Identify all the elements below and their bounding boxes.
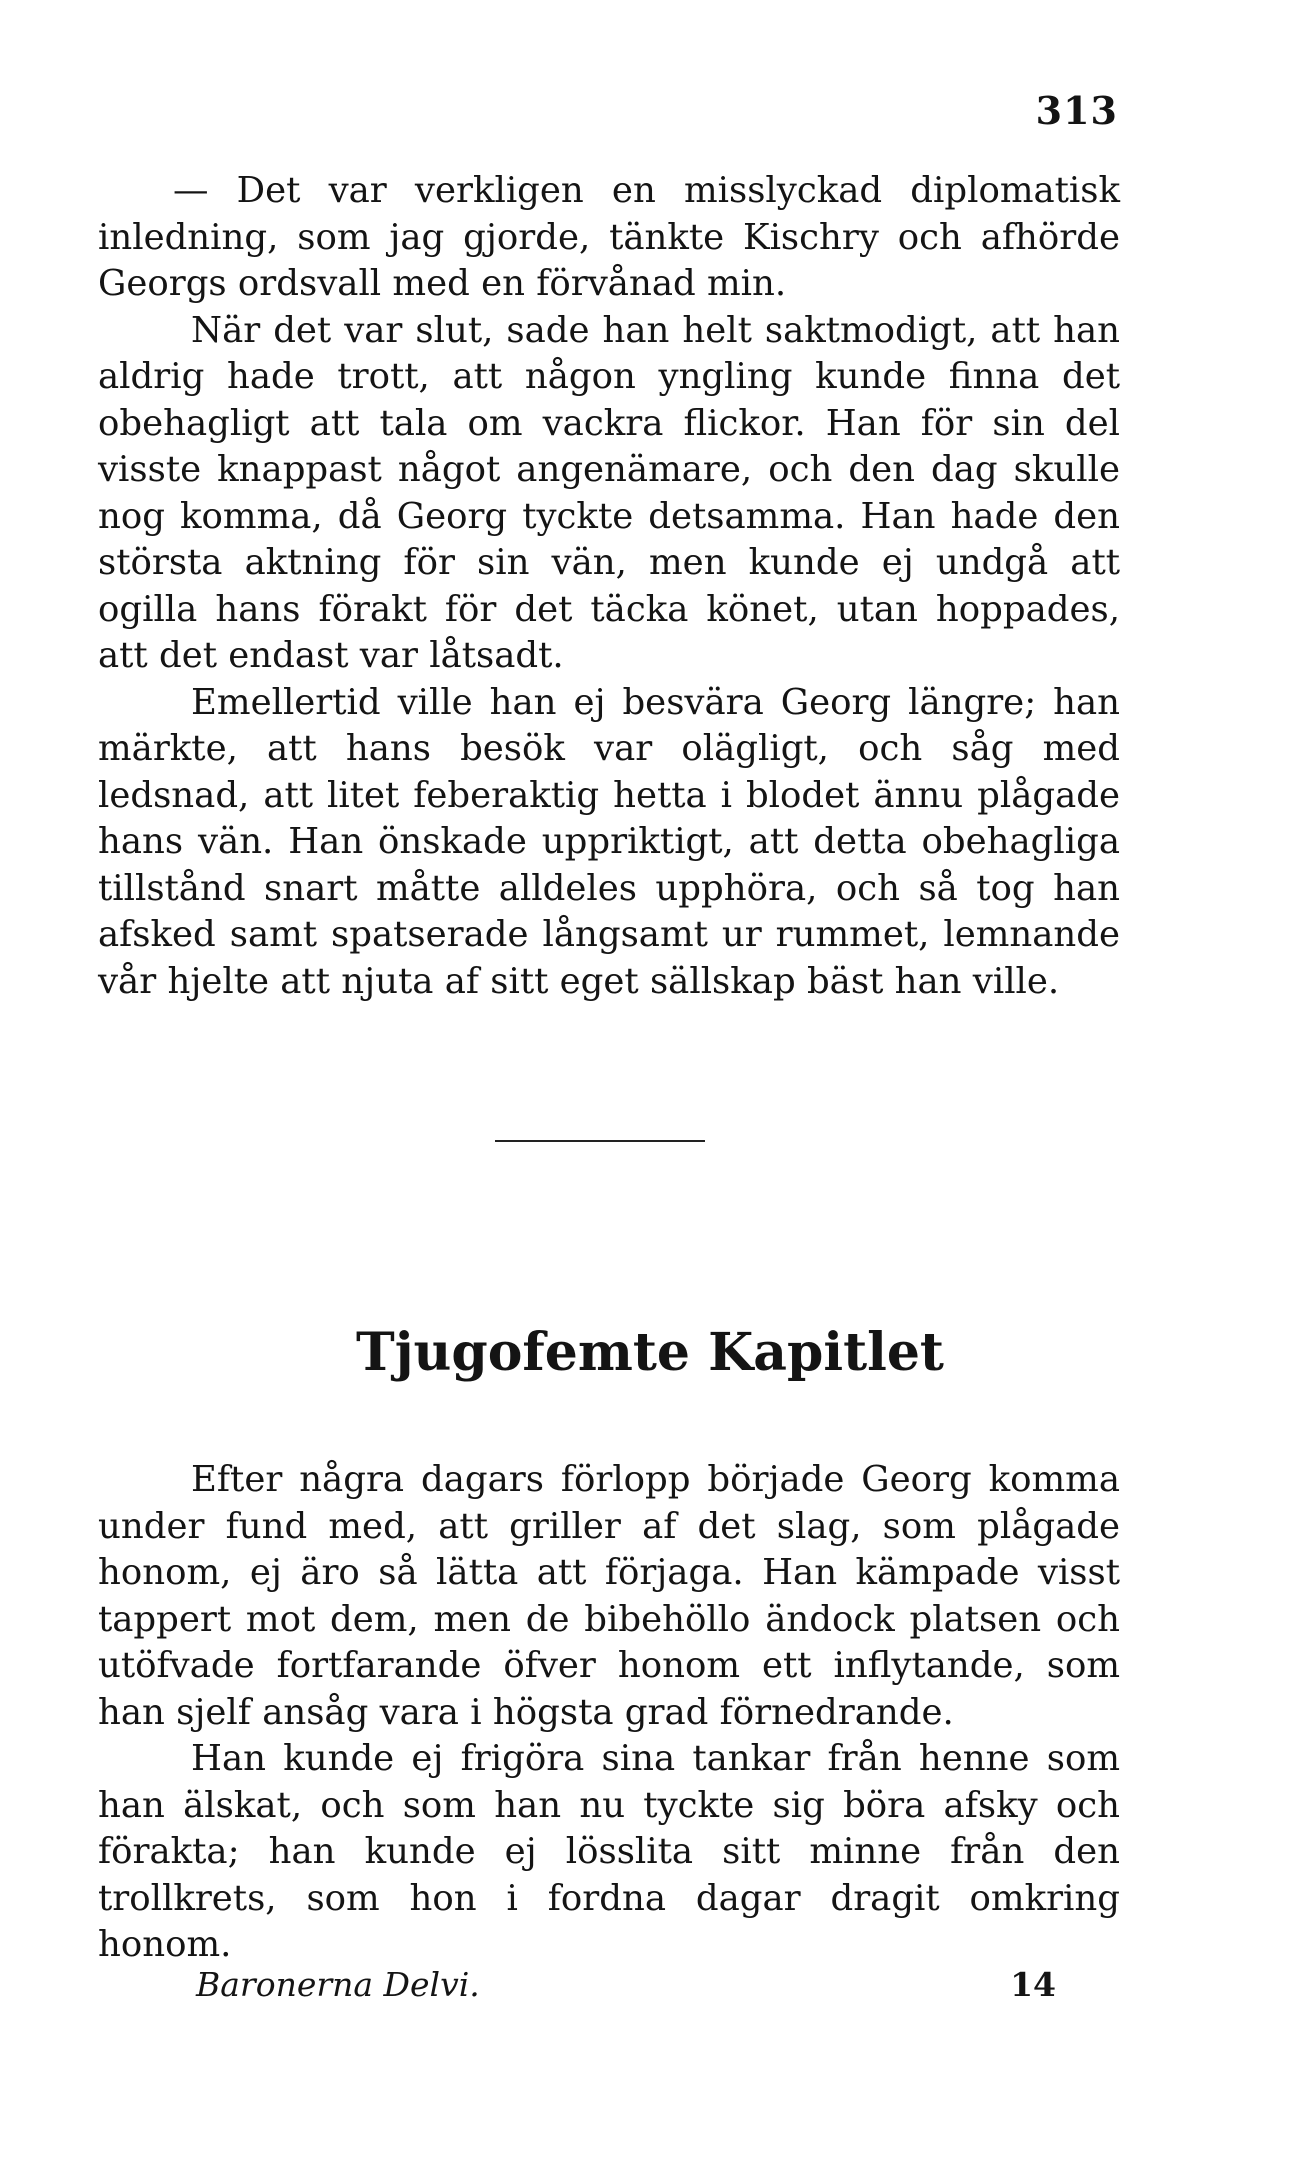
footer-book-title: Baronerna Delvi. — [196, 1965, 480, 2004]
paragraph: Efter några dagars förlopp började Georg komma under fund med, att griller af det slag, som plågade honom, ej äro så lätta att förjaga. Han kämpade visst tappert mot dem, men de bibehöllo ändock platsen och utöfvade fortfarande öfver honom ett inflytande, som han sjelf ansåg vara i högsta grad förnedrande. — [98, 1459, 1120, 1733]
paragraph: Han kunde ej frigöra sina tankar från henne som han älskat, och som han nu tyckte sig böra afsky och förakta; han kunde ej lösslita sitt minne från den trollkrets, som hon i fordna dagar dragit omkring honom. — [98, 1738, 1120, 1965]
paragraph: När det var slut, sade han helt saktmodigt, att han aldrig hade trott, att någon yngling kunde finna det obehagligt att tala om vackra flickor. Han för sin del visste knappast något angenämare, och den dag skulle nog komma, då Georg tyckte detsamma. Han hade den största aktning för sin vän, men kunde ej undgå att ogilla hans förakt för det täcka könet, utan hoppades, att det endast var låtsadt. — [98, 309, 1120, 676]
chapter-heading: Tjugofemte Kapitlet — [356, 1322, 944, 1383]
chapter-body-text — [98, 1457, 1120, 1969]
page-number: 313 — [1035, 88, 1118, 133]
body-text-section — [98, 168, 1120, 1005]
footer-signature-mark: 14 — [1010, 1965, 1056, 2004]
section-separator-rule — [495, 1140, 705, 1142]
paragraph: — Det var verkligen en misslyckad diplomatisk inledning, som jag gjorde, tänkte Kischry och afhörde Georgs ordsvall med en förvånad min. — [98, 170, 1120, 304]
paragraph: Emellertid ville han ej besvära Georg längre; han märkte, att hans besök var olägligt, och såg med ledsnad, att litet feberaktig hetta i blodet ännu plågade hans vän. Han önskade uppriktigt, att detta obehagliga tillstånd snart måtte alldeles upphöra, och så tog han afsked samt spatserade långsamt ur rummet, lemnande vår hjelte att njuta af sitt eget sällskap bäst han ville. — [98, 681, 1120, 1002]
